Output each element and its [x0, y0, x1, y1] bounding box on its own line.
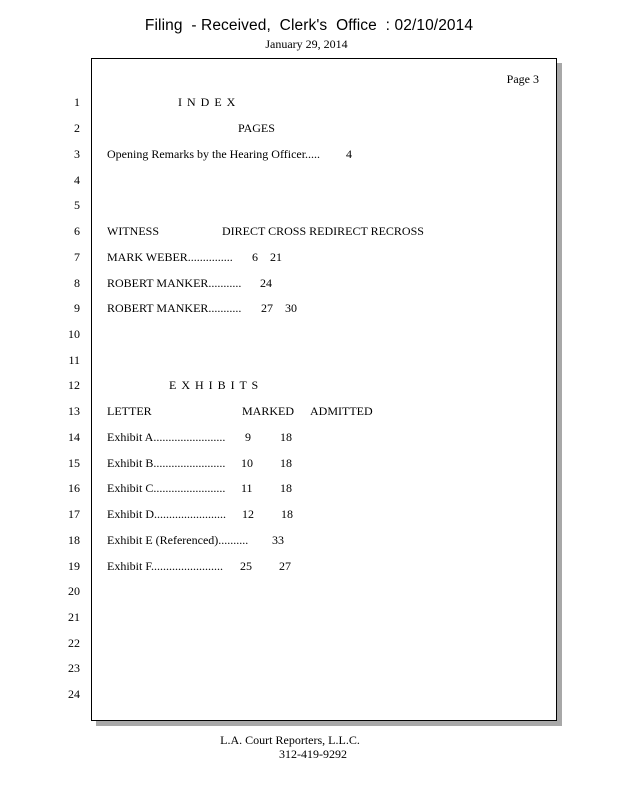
pages-heading: PAGES: [238, 121, 275, 135]
line-number: 24: [68, 687, 80, 701]
witness-page: 30: [285, 301, 297, 315]
line-number: 2: [74, 121, 80, 135]
witness-name: MARK WEBER...............: [107, 250, 233, 264]
line-number: 5: [74, 198, 80, 212]
court-reporter-firm: L.A. Court Reporters, L.L.C.: [220, 733, 360, 747]
line-number: 8: [74, 276, 80, 290]
witness-page: 6: [252, 250, 258, 264]
line-number: 12: [68, 378, 80, 392]
exhibit-admitted-page: 18: [280, 481, 292, 495]
witness-column-header: WITNESS: [107, 224, 159, 238]
line-number: 9: [74, 301, 80, 315]
filing-stamp: Filing - Received, Clerk's Office : 02/10/2014: [144, 17, 474, 34]
index-title: I N D E X: [178, 95, 237, 109]
witness-name: ROBERT MANKER...........: [107, 276, 242, 290]
opening-remarks-page: 4: [346, 147, 352, 161]
line-number: 17: [68, 507, 80, 521]
exhibit-label: Exhibit B........................: [107, 456, 226, 470]
marked-column-header: MARKED: [242, 404, 295, 418]
court-reporter-phone: 312-419-9292: [279, 747, 347, 761]
witness-name: ROBERT MANKER...........: [107, 301, 242, 315]
line-number: 21: [68, 610, 80, 624]
opening-remarks-label: Opening Remarks by the Hearing Officer.....: [107, 147, 321, 161]
witness-page: 27: [261, 301, 273, 315]
line-number: 7: [74, 250, 80, 264]
exhibit-label: Exhibit F........................: [107, 559, 224, 573]
line-number: 3: [74, 147, 80, 161]
exhibit-marked-page: 25: [240, 559, 252, 573]
line-number: 19: [68, 559, 80, 573]
letter-column-header: LETTER: [107, 404, 152, 418]
line-number: 11: [68, 353, 80, 367]
line-number: 14: [68, 430, 80, 444]
exhibit-label: Exhibit A........................: [107, 430, 226, 444]
line-number: 18: [68, 533, 80, 547]
line-number: 22: [68, 636, 80, 650]
exhibit-admitted-page: 18: [280, 430, 292, 444]
exhibit-label: Exhibit C........................: [107, 481, 226, 495]
exhibit-marked-page: 9: [245, 430, 251, 444]
line-number: 13: [68, 404, 80, 418]
hearing-date: January 29, 2014: [265, 37, 348, 51]
exhibit-marked-page: 11: [241, 481, 253, 495]
exhibit-marked-page: 33: [272, 533, 284, 547]
page-number: Page 3: [506, 72, 539, 86]
admitted-column-header: ADMITTED: [310, 404, 373, 418]
exhibit-label: Exhibit E (Referenced)..........: [107, 533, 249, 547]
exhibits-title: E X H I B I T S: [169, 378, 260, 392]
witness-page: 24: [260, 276, 272, 290]
witness-page: 21: [270, 250, 282, 264]
exhibit-admitted-page: 27: [279, 559, 291, 573]
line-number: 10: [68, 327, 80, 341]
exhibit-admitted-page: 18: [281, 507, 293, 521]
line-number: 1: [74, 95, 80, 109]
exhibit-marked-page: 12: [242, 507, 254, 521]
line-number: 4: [74, 173, 80, 187]
line-number: 16: [68, 481, 80, 495]
exhibit-label: Exhibit D........................: [107, 507, 226, 521]
line-number: 15: [68, 456, 80, 470]
line-number: 23: [68, 661, 80, 675]
exam-columns-header: DIRECT CROSS REDIRECT RECROSS: [222, 224, 424, 238]
line-number: 6: [74, 224, 80, 238]
exhibit-admitted-page: 18: [280, 456, 292, 470]
line-number: 20: [68, 584, 80, 598]
exhibit-marked-page: 10: [241, 456, 253, 470]
